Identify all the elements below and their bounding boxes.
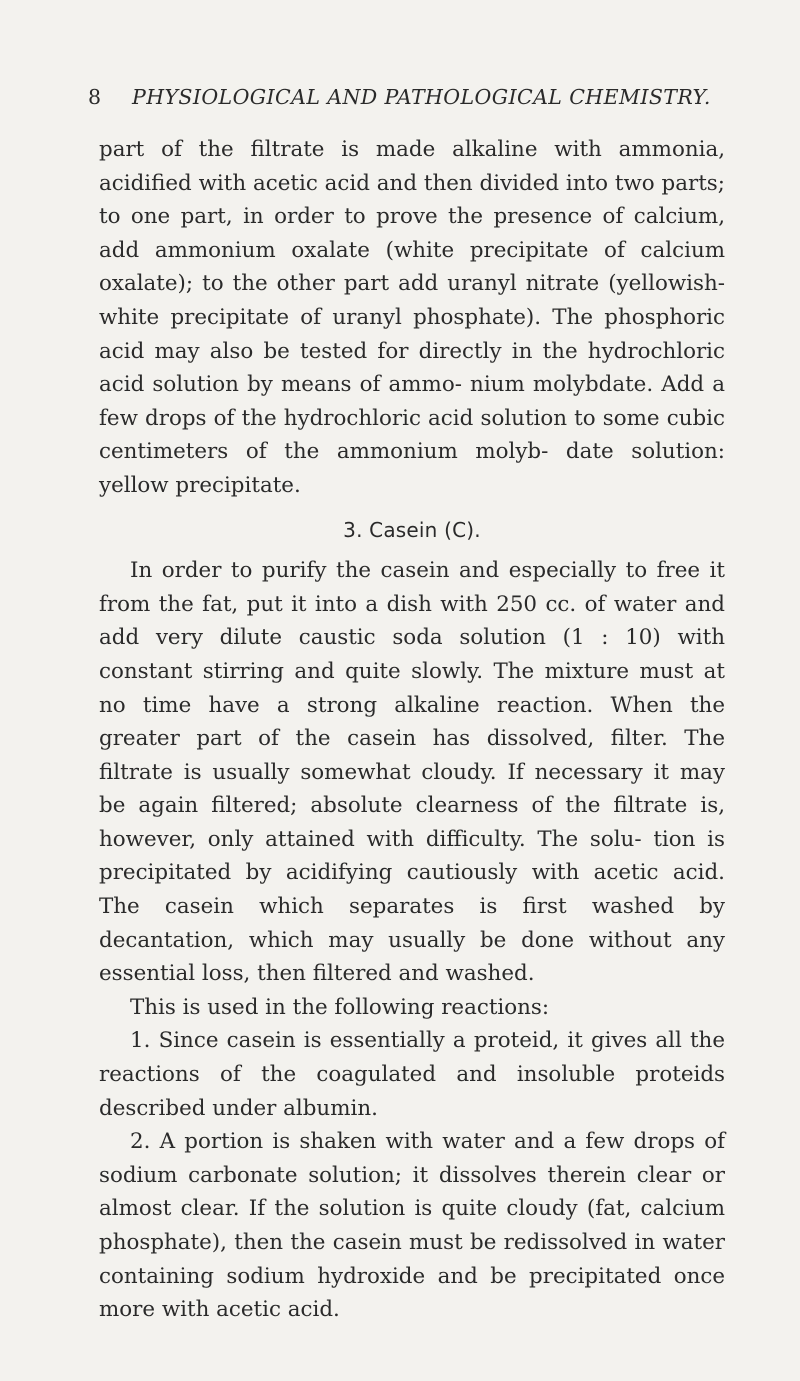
section-heading: 3. Casein (C). bbox=[343, 517, 481, 542]
running-head bbox=[88, 85, 728, 109]
page-number: 8 bbox=[88, 85, 102, 109]
paragraph-continued: part of the filtrate is made alkaline with ammonia, acidified with acetic acid and then divided into two parts; to one part, in order to prove the presence of calcium, add ammonium oxalate (white precipitate of calcium oxalate); to the other part add uranyl nitrate (yellowish-white precipitate of uranyl phosphate). The phosphoric acid may also be tested for directly in the hydrochloric acid solution by means of ammo- nium molybdate. Add a few drops of the hydrochloric acid solution to some cubic centimeters of the ammonium molyb- date solution: yellow precipitate. bbox=[99, 137, 725, 498]
paragraph-reaction-1: 1. Since casein is essentially a proteid, it gives all the reactions of the coagulated and insoluble proteids described under albumin. bbox=[99, 1028, 725, 1121]
paragraph-casein-purification: In order to purify the casein and especially to free it from the fat, put it into a dish with 250 cc. of water and add very dilute caustic soda solution (1 : 10) with constant stirring and quite slowly. The mixture must at no time have a strong alkaline reaction. When the greater part of the casein has dissolved, filter. The filtrate is usually somewhat cloudy. If necessary it may be again filtered; absolute clearness of the filtrate is, however, only attained with difficulty. The solu- tion is precipitated by acidifying cautiously with acetic acid. The casein which separates is first washed by decantation, which may usually be done without any essential loss, then filtered and washed. bbox=[99, 558, 725, 987]
paragraph-reactions-intro: This is used in the following reactions: bbox=[130, 994, 550, 1020]
body-text bbox=[99, 133, 725, 1327]
running-title: PHYSIOLOGICAL AND PATHOLOGICAL CHEMISTRY. bbox=[132, 85, 711, 109]
paragraph-reaction-2: 2. A portion is shaken with water and a few drops of sodium carbonate solution; it dissolves therein clear or almost clear. If the solution is quite cloudy (fat, calcium phosphate), then the casein must be redissolved in water containing sodium hydroxide and be precipitated once more with acetic acid. bbox=[99, 1129, 725, 1323]
